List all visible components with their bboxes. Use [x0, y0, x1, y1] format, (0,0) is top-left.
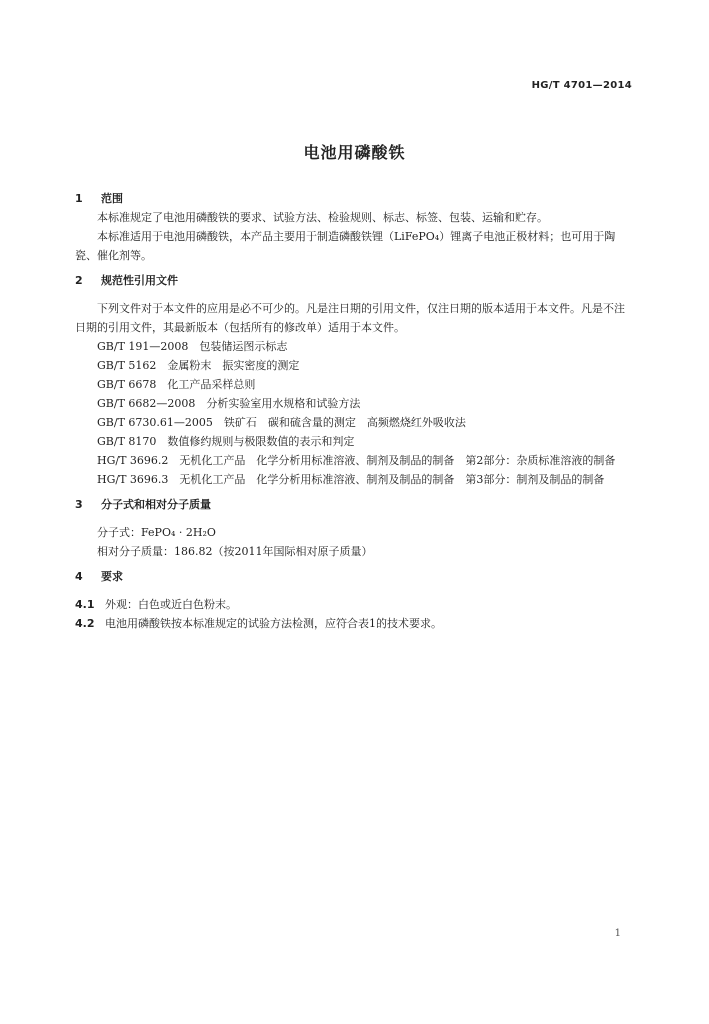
subclause-text: 外观：白色或近白色粉末。 [105, 598, 237, 611]
molecular-weight: 相对分子质量：186.82（按2011年国际相对原子质量） [97, 545, 373, 558]
document-body [75, 189, 635, 633]
reference-item: HG/T 3696.2 无机化工产品 化学分析用标准溶液、制剂及制品的制备 第2部分：杂质标准溶液的制备 [97, 454, 616, 467]
reference-item: GB/T 5162 金属粉末 振实密度的测定 [97, 359, 300, 372]
section-1-heading [75, 189, 635, 208]
reference-item: HG/T 3696.3 无机化工产品 化学分析用标准溶液、制剂及制品的制备 第3部分：制剂及制品的制备 [97, 473, 605, 486]
scope-paragraph: 本标准规定了电池用磷酸铁的要求、试验方法、检验规则、标志、标签、包装、运输和贮存。 [97, 211, 548, 224]
reference-item: GB/T 8170 数值修约规则与极限数值的表示和判定 [97, 435, 355, 448]
subclause-4-1 [75, 595, 635, 614]
section-number: 2 [75, 274, 83, 287]
reference-item: GB/T 6682—2008 分析实验室用水规格和试验方法 [97, 397, 361, 410]
section-number: 4 [75, 570, 83, 583]
reference-item: GB/T 6678 化工产品采样总则 [97, 378, 256, 391]
page-number: 1 [614, 928, 621, 939]
section-title: 分子式和相对分子质量 [101, 498, 211, 511]
document-title: 电池用磷酸铁 [303, 143, 406, 162]
reference-item: GB/T 6730.61—2005 铁矿石 碳和硫含量的测定 高频燃烧红外吸收法 [97, 416, 466, 429]
scope-paragraph: 本标准适用于电池用磷酸铁，本产品主要用于制造磷酸铁锂（LiFePO₄）锂离子电池正极材料；也可用于陶瓷、催化剂等。 [75, 230, 616, 262]
subclause-4-2 [75, 614, 635, 633]
subclause-number: 4.2 [75, 617, 95, 630]
subclause-number: 4.1 [75, 598, 95, 611]
subclause-text: 电池用磷酸铁按本标准规定的试验方法检测，应符合表1的技术要求。 [105, 617, 442, 630]
section-2-heading [75, 271, 635, 290]
molecular-formula: 分子式：FePO₄ · 2H₂O [97, 526, 216, 539]
section-4-heading [75, 567, 635, 586]
section-number: 1 [75, 192, 83, 205]
references-intro: 下列文件对于本文件的应用是必不可少的。凡是注日期的引用文件，仅注日期的版本适用于本文件。凡是不注日期的引用文件，其最新版本（包括所有的修改单）适用于本文件。 [75, 302, 625, 334]
section-title: 范围 [101, 192, 123, 205]
standard-code: HG/T 4701—2014 [531, 80, 632, 91]
reference-item: GB/T 191—2008 包装储运图示标志 [97, 340, 288, 353]
section-number: 3 [75, 498, 83, 511]
section-title: 要求 [101, 570, 123, 583]
section-title: 规范性引用文件 [101, 274, 178, 287]
section-3-heading [75, 495, 635, 514]
